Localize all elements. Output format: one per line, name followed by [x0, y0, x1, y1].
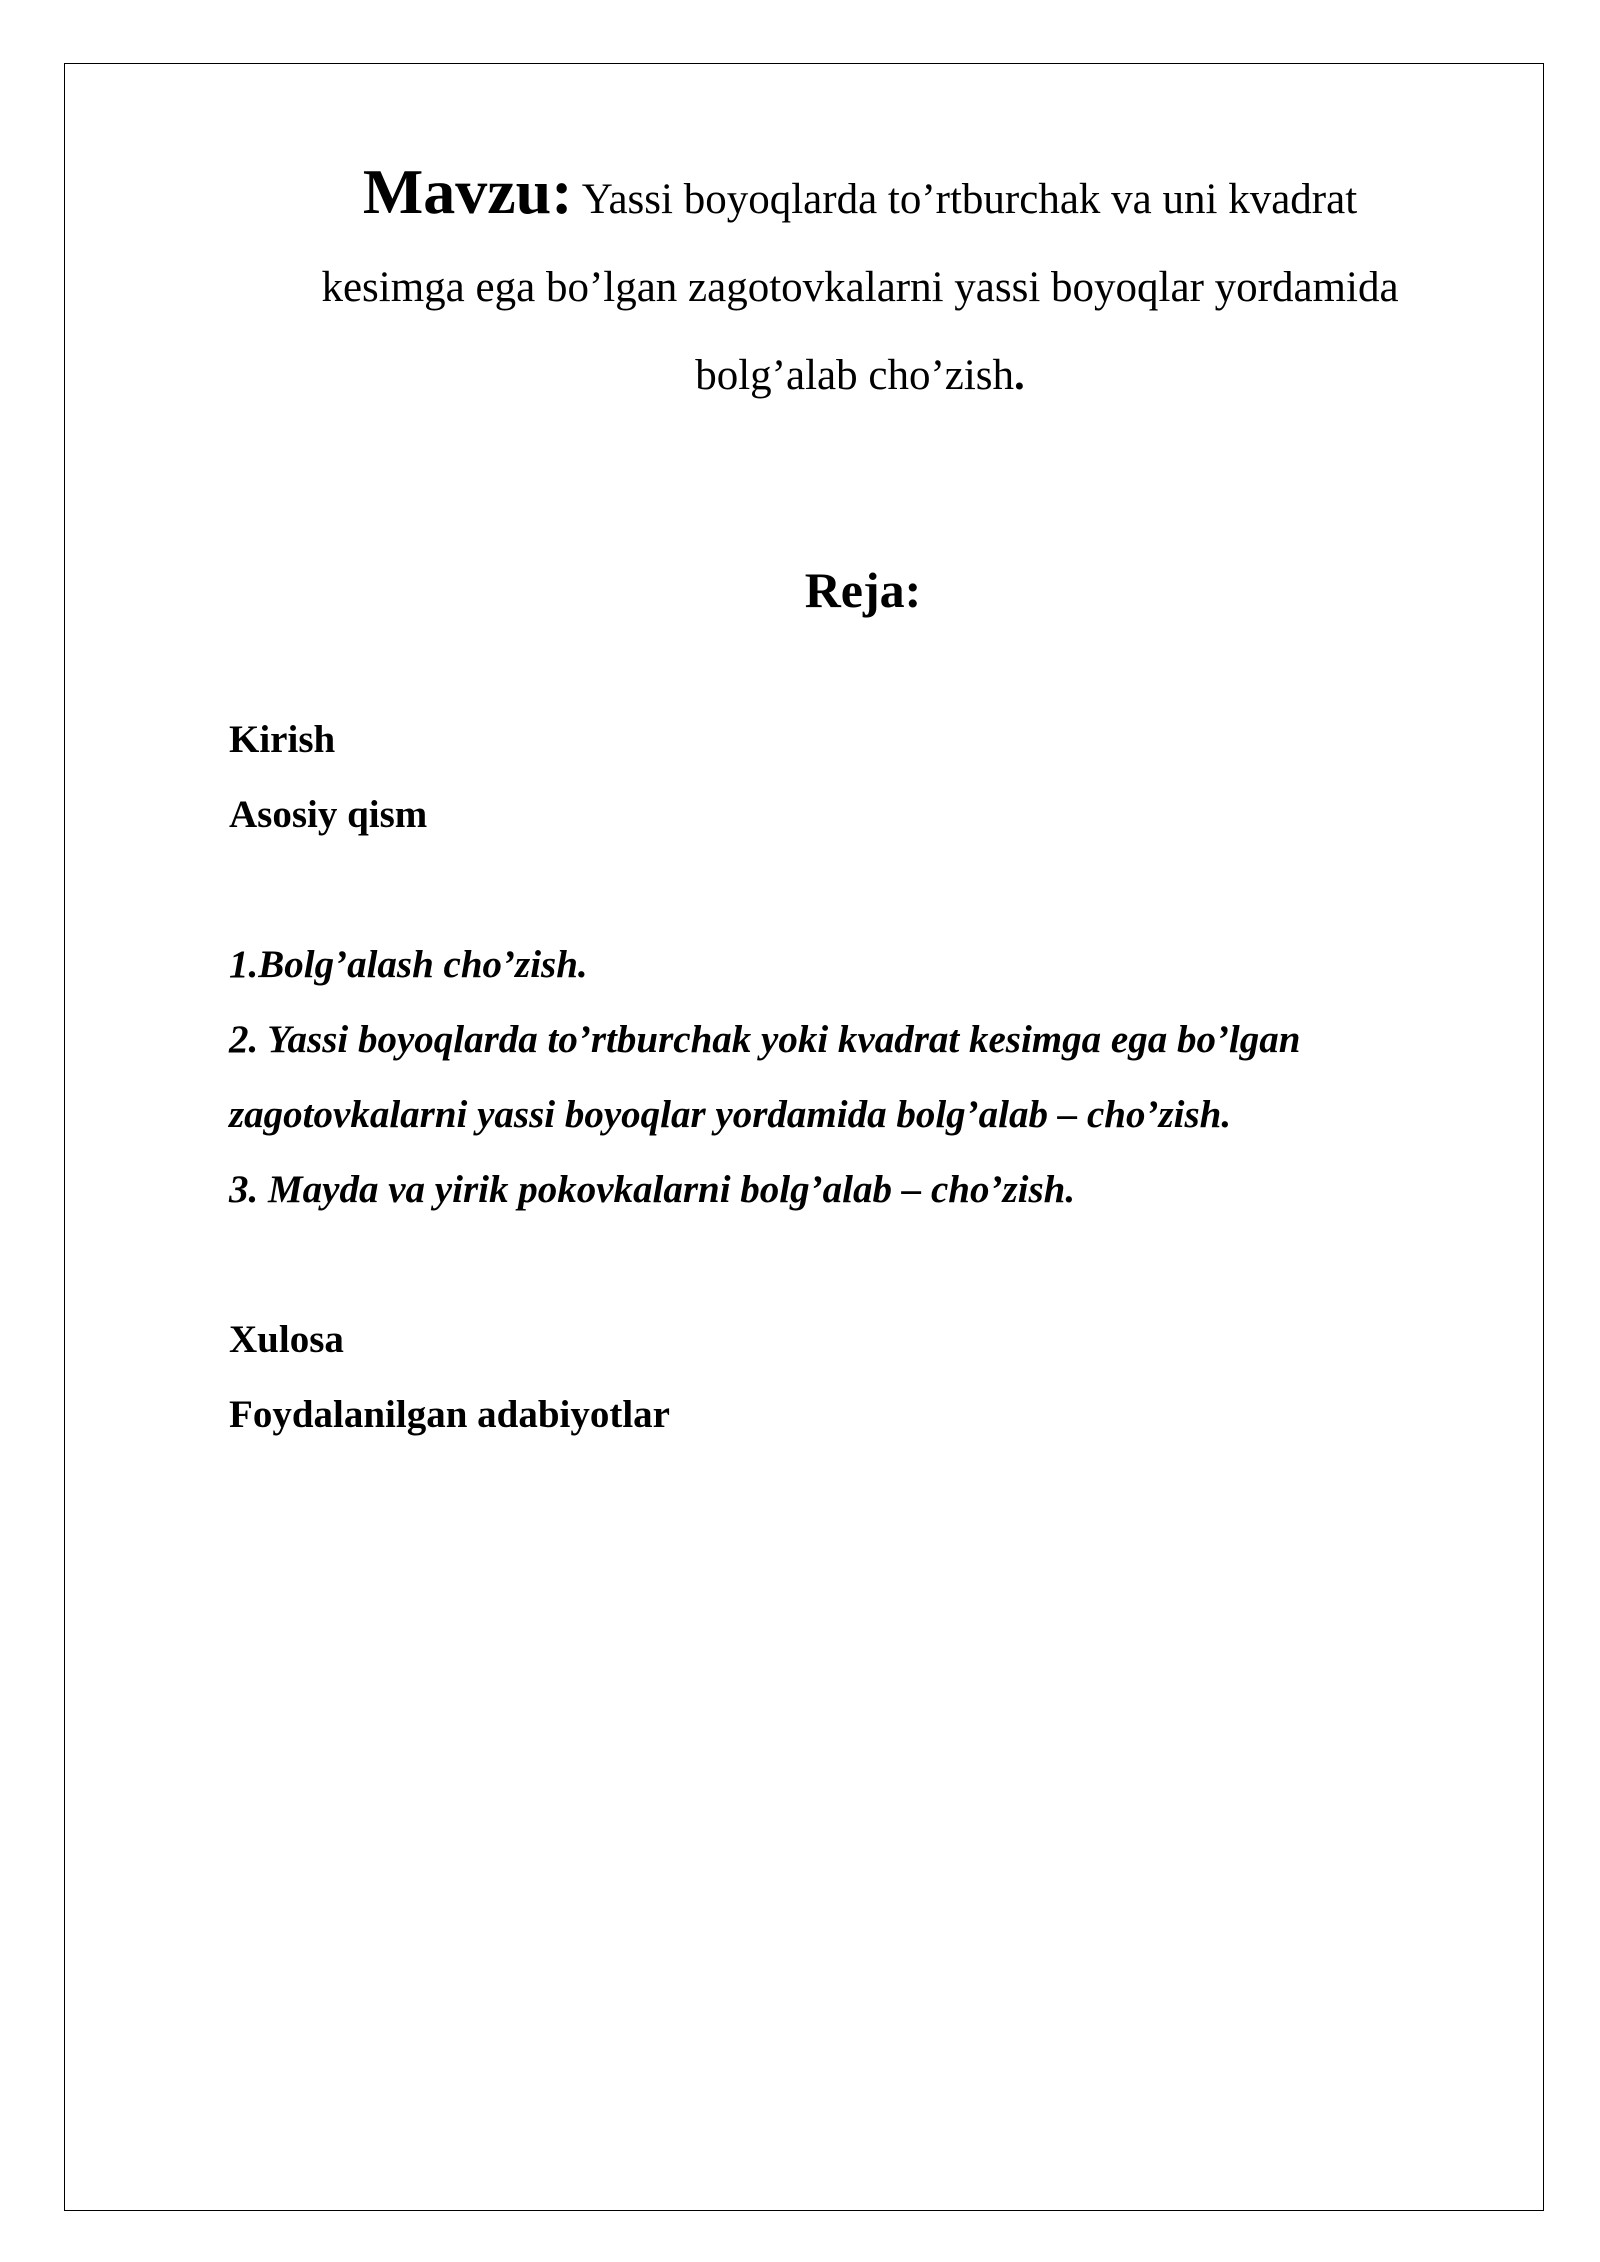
title-line-1	[180, 148, 1540, 244]
title-end-mark: .	[1014, 352, 1025, 399]
title-text-line-3: bolg’alab cho’zish	[695, 352, 1015, 399]
plan-heading: Reja:	[804, 562, 922, 618]
outline-spacer	[229, 1227, 1529, 1302]
outline-item-1: 1.Bolg’alash cho’zish.	[229, 943, 588, 986]
document-title	[180, 148, 1540, 420]
outline-item-2-line-2: zagotovkalarni yassi boyoqlar yordamida bolg’alab – cho’zish.	[229, 1093, 1232, 1136]
outline-main-part: Asosiy qism	[229, 793, 428, 836]
outline-item-2-line-1: 2. Yassi boyoqlarda to’rtburchak yoki kvadrat kesimga ega bo’lgan	[229, 1018, 1301, 1061]
outline-intro: Kirish	[229, 718, 336, 761]
outline-spacer	[229, 852, 1529, 927]
title-text-line-1: Yassi boyoqlarda to’rtburchak va uni kvadrat	[581, 176, 1358, 223]
outline-references: Foydalanilgan adabiyotlar	[229, 1393, 670, 1436]
plan-outline	[229, 702, 1529, 1452]
outline-item-3: 3. Mayda va yirik pokovkalarni bolg’alab – cho’zish.	[229, 1168, 1076, 1211]
title-label: Mavzu:	[362, 156, 573, 227]
title-line-3	[180, 332, 1540, 420]
outline-conclusion: Xulosa	[229, 1318, 344, 1361]
title-line-2: kesimga ega bo’lgan zagotovkalarni yassi boyoqlar yordamida	[321, 264, 1399, 311]
